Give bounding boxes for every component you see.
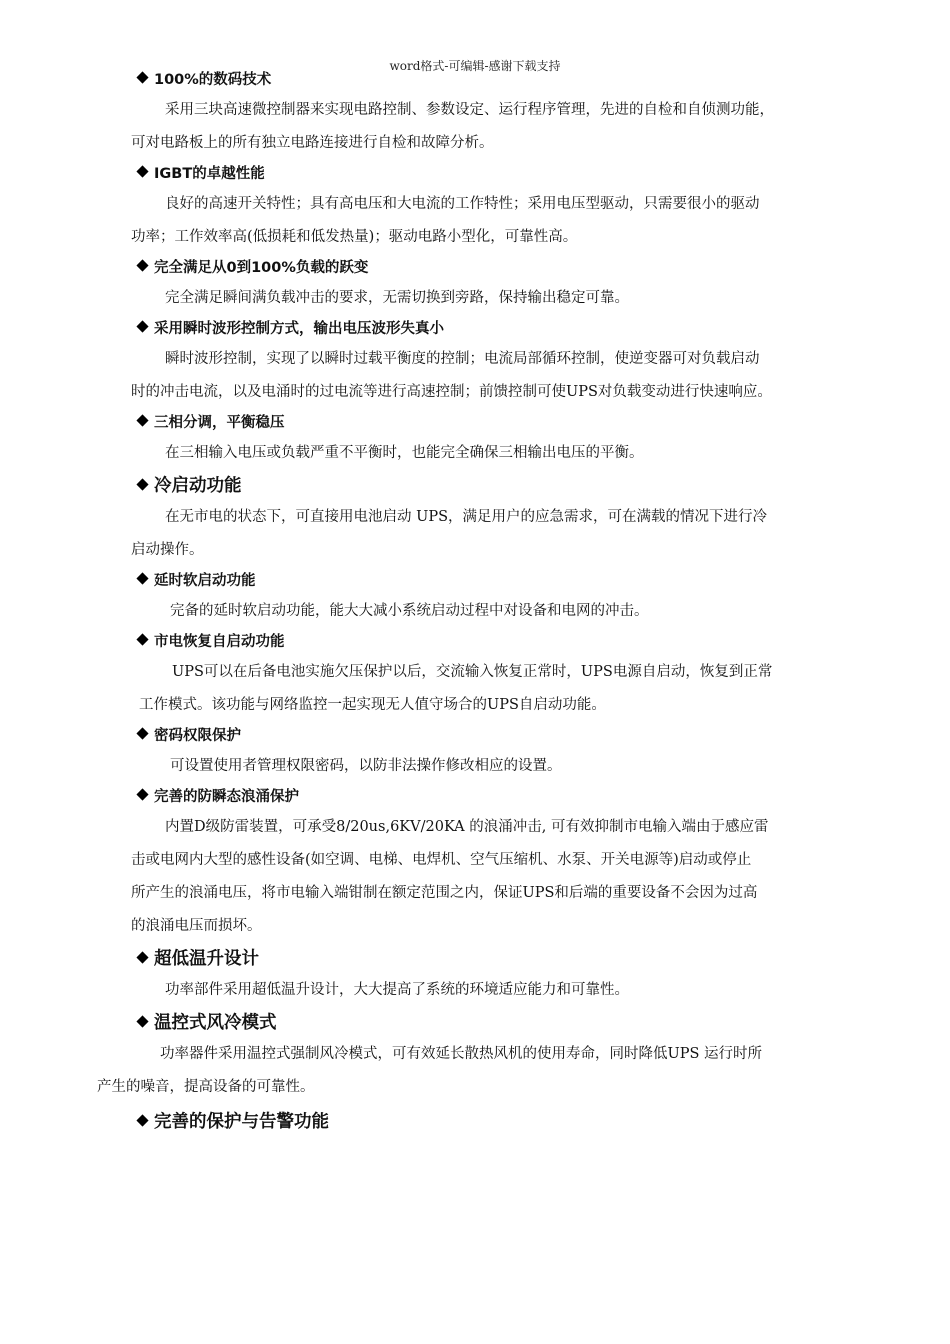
section-title: 延时软启动功能 — [154, 573, 256, 589]
section-heading — [137, 1009, 950, 1034]
paragraph-line: 完全满足瞬间满负载冲击的要求，无需切换到旁路，保持输出稳定可靠。 — [165, 290, 629, 306]
section-heading — [137, 411, 950, 432]
diamond-bullet-icon — [136, 1114, 148, 1126]
section-heading — [137, 68, 950, 89]
section-heading — [137, 724, 950, 745]
section-title: 完全满足从0到100%负载的跃变 — [154, 260, 369, 276]
diamond-bullet-icon — [136, 727, 148, 739]
section-heading — [137, 1108, 950, 1133]
section-heading — [137, 630, 950, 651]
diamond-bullet-icon — [136, 165, 148, 177]
section-title: 超低温升设计 — [154, 949, 259, 969]
section-heading — [137, 472, 950, 497]
diamond-bullet-icon — [136, 71, 148, 83]
diamond-bullet-icon — [136, 320, 148, 332]
section-title: 100%的数码技术 — [154, 72, 272, 88]
diamond-bullet-icon — [136, 633, 148, 645]
diamond-bullet-icon — [136, 951, 148, 963]
paragraph-line: 时的冲击电流，以及电涌时的过电流等进行高速控制；前馈控制可使UPS对负载变动进行快速响应。 — [131, 384, 772, 400]
paragraph-line: 良好的高速开关特性；具有高电压和大电流的工作特性；采用电压型驱动，只需要很小的驱动 — [165, 196, 760, 212]
diamond-bullet-icon — [136, 259, 148, 271]
paragraph-line: 内置D级防雷装置，可承受8/20us,6KV/20KA 的浪涌冲击, 可有效抑制市电输入端由于感应雷 — [165, 819, 769, 835]
paragraph-line: 所产生的浪涌电压，将市电输入端钳制在额定范围之内，保证UPS和后端的重要设备不会因为过高 — [131, 885, 758, 901]
section-title: 温控式风冷模式 — [154, 1013, 277, 1033]
section-title: 完善的保护与告警功能 — [154, 1112, 329, 1132]
section-title: 密码权限保护 — [154, 728, 241, 744]
paragraph-line: UPS可以在后备电池实施欠压保护以后，交流输入恢复正常时，UPS电源自启动，恢复到正常 — [172, 664, 773, 680]
paragraph-line: 可设置使用者管理权限密码，以防非法操作修改相应的设置。 — [170, 758, 562, 774]
section-title: 冷启动功能 — [154, 476, 242, 496]
diamond-bullet-icon — [136, 788, 148, 800]
section-title: 三相分调，平衡稳压 — [154, 415, 285, 431]
paragraph-line: 功率部件采用超低温升设计，大大提高了系统的环境适应能力和可靠性。 — [165, 982, 629, 998]
paragraph-line: 瞬时波形控制，实现了以瞬时过载平衡度的控制；电流局部循环控制，使逆变器可对负载启动 — [165, 351, 760, 367]
section-title: 市电恢复自启动功能 — [154, 634, 285, 650]
paragraph-line: 击或电网内大型的感性设备(如空调、电梯、电焊机、空气压缩机、水泵、开关电源等)启动或停止 — [131, 852, 752, 868]
paragraph-line: 可对电路板上的所有独立电路连接进行自检和故障分析。 — [131, 135, 494, 151]
section-title: 采用瞬时波形控制方式，输出电压波形失真小 — [154, 321, 444, 337]
paragraph-line: 工作模式。该功能与网络监控一起实现无人值守场合的UPS自启动功能。 — [139, 697, 606, 713]
section-heading — [137, 317, 950, 338]
section-heading — [137, 162, 950, 183]
document-body — [0, 68, 950, 1133]
paragraph-line: 在无市电的状态下，可直接用电池启动 UPS，满足用户的应急需求，可在满载的情况下进行冷 — [165, 509, 768, 525]
paragraph-line: 功率；工作效率高(低损耗和低发热量)；驱动电路小型化，可靠性高。 — [131, 229, 578, 245]
paragraph-line: 在三相输入电压或负载严重不平衡时，也能完全确保三相输出电压的平衡。 — [165, 445, 644, 461]
paragraph-line: 的浪涌电压而损坏。 — [131, 918, 262, 934]
diamond-bullet-icon — [136, 414, 148, 426]
section-title: IGBT的卓越性能 — [154, 166, 265, 182]
diamond-bullet-icon — [136, 572, 148, 584]
paragraph-line: 产生的噪音，提高设备的可靠性。 — [97, 1079, 315, 1095]
diamond-bullet-icon — [136, 478, 148, 490]
section-heading — [137, 569, 950, 590]
paragraph-line: 功率器件采用温控式强制风冷模式，可有效延长散热风机的使用寿命，同时降低UPS 运行时所 — [160, 1046, 763, 1062]
diamond-bullet-icon — [136, 1015, 148, 1027]
paragraph-line: 完备的延时软启动功能，能大大减小系统启动过程中对设备和电网的冲击。 — [170, 603, 649, 619]
section-heading — [137, 785, 950, 806]
section-heading — [137, 945, 950, 970]
section-title: 完善的防瞬态浪涌保护 — [154, 789, 299, 805]
page-header: word格式-可编辑-感谢下载支持 — [389, 59, 561, 73]
paragraph-line: 采用三块高速微控制器来实现电路控制、参数设定、运行程序管理，先进的自检和自侦测功能， — [165, 102, 774, 118]
section-heading — [137, 256, 950, 277]
paragraph-line: 启动操作。 — [131, 542, 204, 558]
